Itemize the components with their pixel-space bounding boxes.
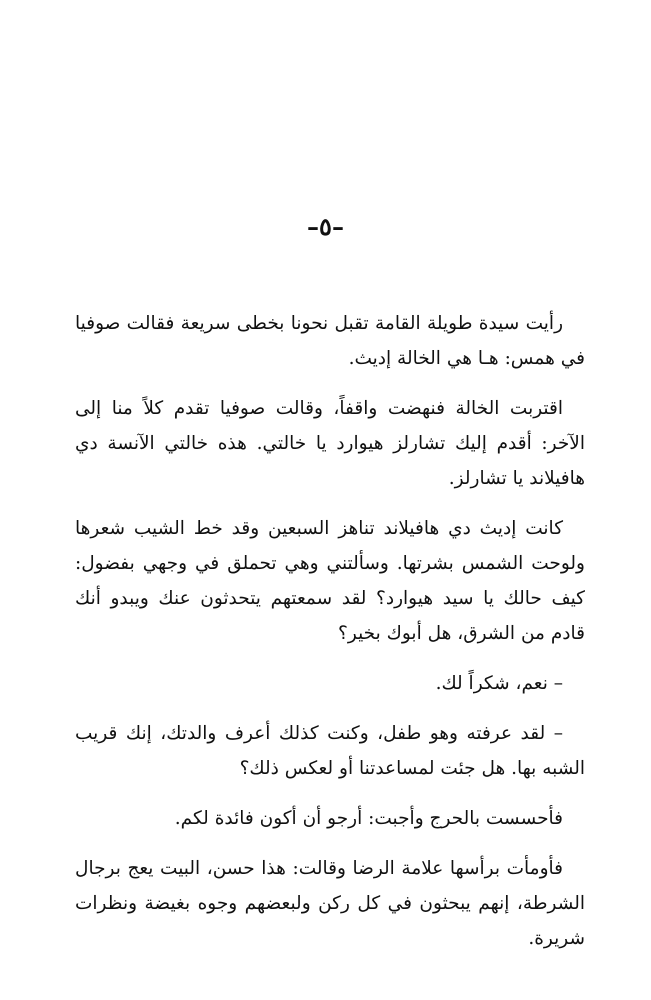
paragraph: فأحسست بالحرج وأجبت: أرجو أن أكون فائدة لكم. xyxy=(174,808,563,829)
dialogue-paragraph: – نعم، شكراً لك. xyxy=(435,673,563,694)
chapter-number: –٥– xyxy=(307,212,344,241)
chapter-body xyxy=(75,306,585,971)
paragraph: اقتربت الخالة فنهضت واقفاً، وقالت صوفيا تقدم كلاً منا إلى الآخر: أقدم إليك تشارلز هيوارد يا خالتي. هذه خالتي الآنسة دي هافيلاند يا تشارلز. xyxy=(75,398,585,489)
paragraph: كانت إديث دي هافيلاند تناهز السبعين وقد خط الشيب شعرها ولوحت الشمس بشرتها. وسألتني وهي تحملق في وجهي بفضول: كيف حالك يا سيد هيوارد؟ لقد سمعتهم يتحدثون عنك ويبدو أنك قادم من الشرق، هل أبوك بخير؟ xyxy=(75,518,585,644)
paragraph: رأيت سيدة طويلة القامة تقبل نحونا بخطى سريعة فقالت صوفيا في همس: هـا هي الخالة إديث. xyxy=(75,313,585,369)
paragraph: فأومأت برأسها علامة الرضا وقالت: هذا حسن، البيت يعج برجال الشرطة، إنهم يبحثون في كل ركن ولبعضهم وجوه بغيضة ونظرات شريرة. xyxy=(75,858,585,949)
dialogue-paragraph: – لقد عرفته وهو طفل، وكنت كذلك أعرف والدتك، إنك قريب الشبه بها. هل جئت لمساعدتنا أو لعكس ذلك؟ xyxy=(75,723,585,779)
